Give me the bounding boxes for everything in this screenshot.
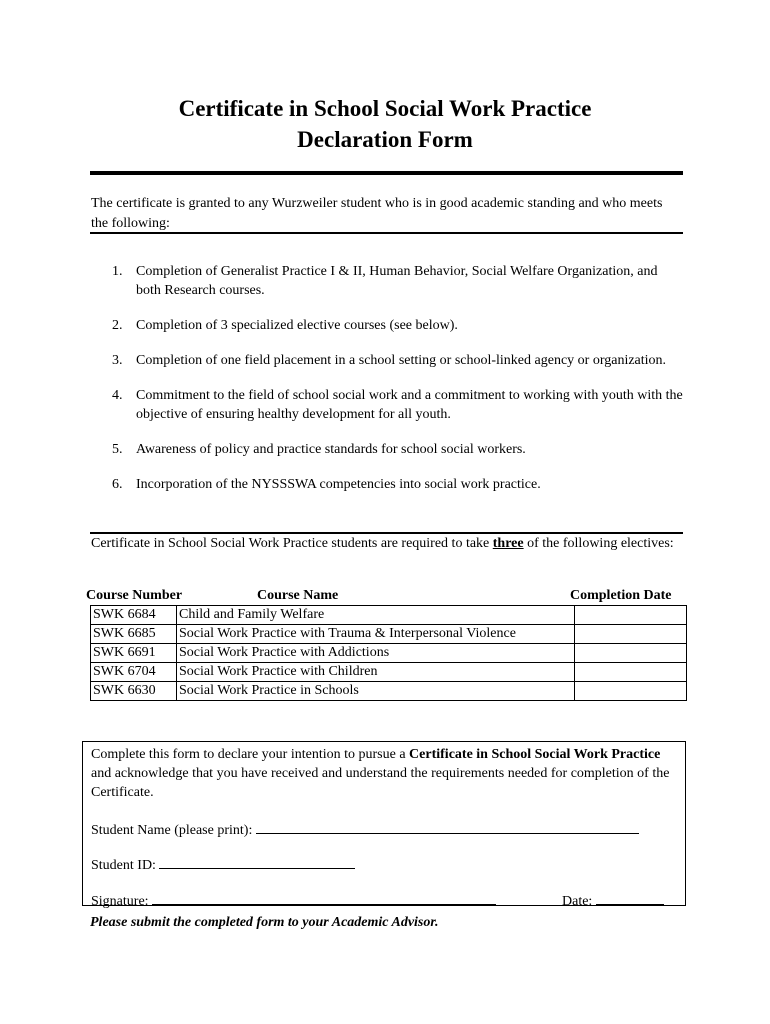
list-item-number: 2. bbox=[112, 318, 123, 333]
list-item-text: Commitment to the field of school social work and a commitment to working with youth with the objective of ensuring healthy development for all youth. bbox=[136, 388, 683, 422]
list-item-number: 6. bbox=[112, 477, 123, 492]
submit-instructions: Please submit the completed form to your Academic Advisor. bbox=[90, 915, 439, 930]
course-number-cell: SWK 6704 bbox=[91, 663, 177, 682]
course-name-cell: Child and Family Welfare bbox=[177, 606, 575, 625]
course-number-cell: SWK 6630 bbox=[91, 682, 177, 701]
list-item-number: 3. bbox=[112, 353, 123, 368]
course-number-cell: SWK 6684 bbox=[91, 606, 177, 625]
page-title bbox=[0, 93, 770, 155]
column-header-course-number: Course Number bbox=[86, 588, 183, 603]
column-header-course-name: Course Name bbox=[257, 588, 339, 603]
table-row bbox=[91, 606, 687, 625]
title-divider bbox=[90, 171, 683, 175]
list-item bbox=[91, 262, 683, 300]
title-line-1: Certificate in School Social Work Practice bbox=[178, 96, 592, 121]
title-line-2: Declaration Form bbox=[297, 127, 473, 152]
electives-table bbox=[90, 605, 687, 701]
list-item bbox=[91, 386, 683, 424]
student-id-field[interactable] bbox=[159, 854, 355, 869]
completion-date-cell[interactable] bbox=[575, 625, 687, 644]
declaration-text-post: and acknowledge that you have received and understand the requirements needed for completion of the Certificate. bbox=[91, 766, 670, 800]
column-header-completion-date: Completion Date bbox=[570, 588, 672, 603]
list-item-text: Completion of 3 specialized elective courses (see below). bbox=[136, 318, 458, 333]
list-item-text: Completion of one field placement in a school setting or school-linked agency or organization. bbox=[136, 353, 667, 368]
table-row bbox=[91, 663, 687, 682]
signature-label: Signature: bbox=[91, 894, 149, 909]
course-name-cell: Social Work Practice with Addictions bbox=[177, 644, 575, 663]
date-field[interactable] bbox=[596, 890, 664, 905]
table-row bbox=[91, 625, 687, 644]
intro-text: The certificate is granted to any Wurzweiler student who is in good academic standing and who meets the following: bbox=[91, 196, 663, 231]
student-name-label: Student Name (please print): bbox=[91, 823, 253, 838]
declaration-box bbox=[82, 741, 686, 909]
student-name-field[interactable] bbox=[256, 819, 639, 834]
course-number-cell: SWK 6685 bbox=[91, 625, 177, 644]
electives-text-pre: Certificate in School Social Work Practice students are required to take bbox=[91, 536, 493, 551]
completion-date-cell[interactable] bbox=[575, 663, 687, 682]
completion-date-cell[interactable] bbox=[575, 644, 687, 663]
electives-text-post: of the following electives: bbox=[523, 536, 674, 551]
course-name-cell: Social Work Practice in Schools bbox=[177, 682, 575, 701]
intro-divider bbox=[90, 232, 683, 234]
list-item-text: Incorporation of the NYSSSWA competencies into social work practice. bbox=[136, 477, 541, 492]
list-item bbox=[91, 440, 683, 459]
signature-field[interactable] bbox=[152, 890, 496, 905]
student-name-row bbox=[91, 819, 639, 839]
completion-date-cell[interactable] bbox=[575, 606, 687, 625]
declaration-text bbox=[91, 745, 671, 802]
electives-emphasis: three bbox=[492, 536, 524, 551]
list-item-number: 1. bbox=[112, 264, 123, 279]
course-number-cell: SWK 6691 bbox=[91, 644, 177, 663]
requirements-divider bbox=[90, 532, 683, 534]
requirements-list bbox=[91, 262, 683, 510]
course-name-cell: Social Work Practice with Trauma & Interpersonal Violence bbox=[177, 625, 575, 644]
list-item bbox=[91, 316, 683, 335]
date-label: Date: bbox=[562, 894, 593, 909]
signature-row bbox=[91, 890, 496, 910]
list-item-text: Awareness of policy and practice standards for school social workers. bbox=[136, 442, 526, 457]
list-item-number: 4. bbox=[112, 388, 123, 403]
course-name-cell: Social Work Practice with Children bbox=[177, 663, 575, 682]
declaration-certificate-name: Certificate in School Social Work Practice bbox=[409, 747, 661, 762]
date-row bbox=[562, 890, 664, 910]
list-item bbox=[91, 475, 683, 494]
declaration-text-pre: Complete this form to declare your intention to pursue a bbox=[91, 747, 410, 762]
table-row bbox=[91, 682, 687, 701]
student-id-label: Student ID: bbox=[91, 858, 156, 873]
student-id-row bbox=[91, 854, 355, 874]
list-item-number: 5. bbox=[112, 442, 123, 457]
list-item bbox=[91, 351, 683, 370]
electives-text bbox=[91, 535, 683, 553]
completion-date-cell[interactable] bbox=[575, 682, 687, 701]
table-row bbox=[91, 644, 687, 663]
list-item-text: Completion of Generalist Practice I & II, Human Behavior, Social Welfare Organization, and both Research courses. bbox=[136, 264, 658, 298]
